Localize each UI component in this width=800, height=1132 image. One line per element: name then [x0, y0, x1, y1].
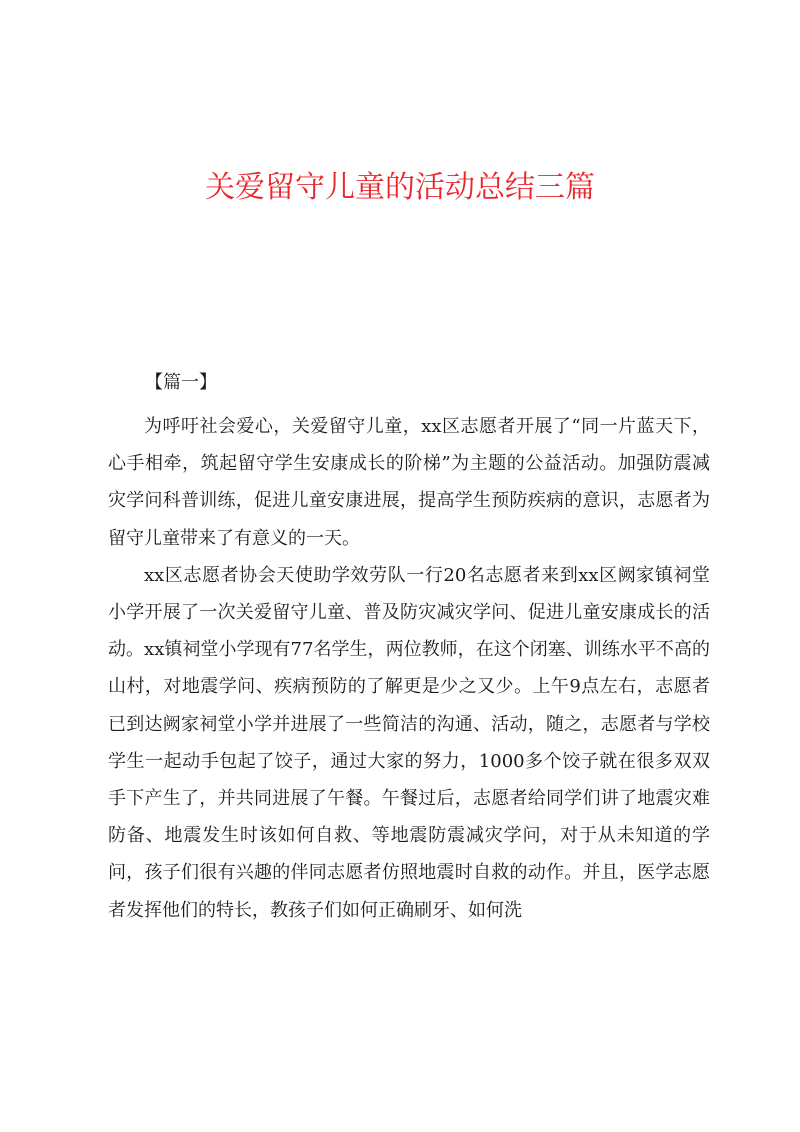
- document-title: 关爱留守儿童的活动总结三篇: [205, 170, 595, 205]
- document-body: [108, 408, 710, 929]
- section-label: 【篇一】: [145, 372, 217, 393]
- paragraph: 为呼吁社会爱心，关爱留守儿童，xx区志愿者开展了“同一片蓝天下，心手相牵，筑起留守学生安康成长的阶梯”为主题的公益活动。加强防震减灾学问科普训练，促进儿童安康进展，提高学生预防疾病的意识，志愿者为留守儿童带来了有意义的一天。: [108, 416, 710, 549]
- paragraph: xx区志愿者协会天使助学效劳队一行20名志愿者来到xx区阙家镇祠堂小学开展了一次关爱留守儿童、普及防灾减灾学问、促进儿童安康成长的活动。xx镇祠堂小学现有77名学生，两位教师，在这个闭塞、训练水平不高的山村，对地震学问、疾病预防的了解更是少之又少。上午9点左右，志愿者已到达阙家祠堂小学并进展了一些简洁的沟通、活动，随之，志愿者与学校学生一起动手包起了饺子，通过大家的努力，1000多个饺子就在很多双双手下产生了，并共同进展了午餐。午餐过后，志愿者给同学们讲了地震灾难防备、地震发生时该如何自救、等地震防震减灾学问，对于从未知道的学问，孩子们很有兴趣的伴同志愿者仿照地震时自救的动作。并且，医学志愿者发挥他们的特长，教孩子们如何正确刷牙、如何洗: [108, 564, 710, 921]
